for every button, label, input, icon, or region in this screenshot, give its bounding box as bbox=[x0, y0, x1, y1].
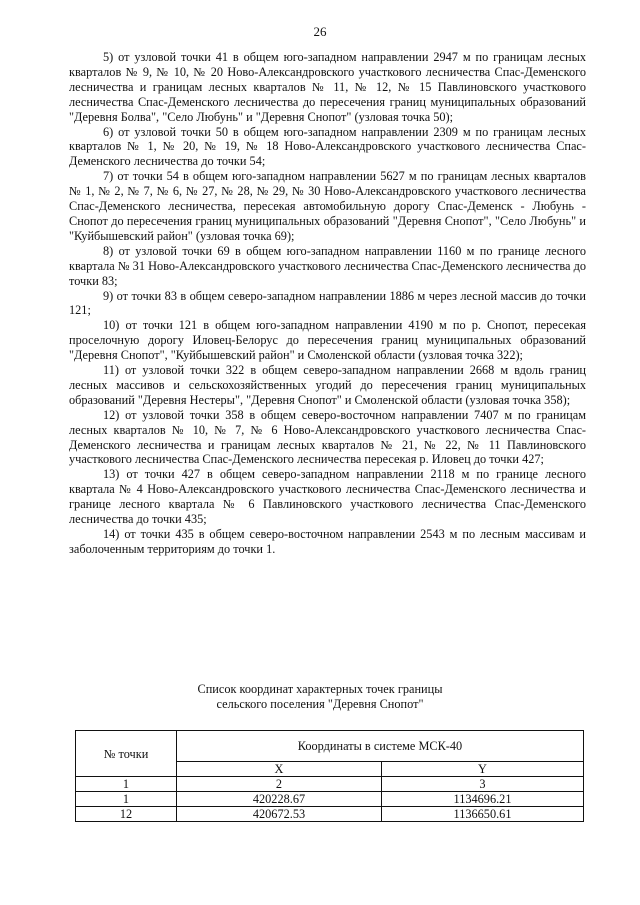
index-cell: 2 bbox=[177, 777, 382, 792]
header-y: Y bbox=[382, 762, 584, 777]
paragraph-11: 11) от узловой точки 322 в общем северо-западном направлении 2668 м вдоль границ лесных массивов и сельскохозяйственных угодий до пересечения границ муниципальных образований "Деревня Нестеры", "Деревня Снопот" и Смоленской области (узловая точка 358); bbox=[69, 363, 586, 407]
table-row bbox=[76, 792, 584, 807]
boundary-description bbox=[69, 50, 586, 557]
table-index-row bbox=[76, 777, 584, 792]
y-coordinate-cell: 1136650.61 bbox=[382, 807, 584, 822]
table-row bbox=[76, 807, 584, 822]
paragraph-6: 6) от узловой точки 50 в общем юго-западном направлении 2309 м по границам лесных кварталов № 1, № 20, № 19, № 18 Ново-Александровского участкового лесничества Спас-Деменского лесничества до точки 54; bbox=[69, 124, 586, 169]
x-coordinate-cell: 420672.53 bbox=[177, 807, 382, 822]
paragraph-9: 9) от точки 83 в общем северо-западном направлении 1886 м через лесной массив до точки 121; bbox=[69, 288, 586, 318]
page-number: 26 bbox=[313, 24, 327, 39]
index-cell: 3 bbox=[382, 777, 584, 792]
table-header-row bbox=[76, 731, 584, 762]
caption-line-2: сельского поселения "Деревня Снопот" bbox=[216, 697, 424, 711]
coordinates-table bbox=[75, 730, 584, 822]
point-number-cell: 1 bbox=[76, 792, 177, 807]
x-coordinate-cell: 420228.67 bbox=[177, 792, 382, 807]
index-cell: 1 bbox=[76, 777, 177, 792]
paragraph-8: 8) от узловой точки 69 в общем юго-западном направлении 1160 м по границе лесного квартала № 31 Ново-Александровского участкового лесничества Спас-Деменского лесничества до точки 83; bbox=[69, 243, 586, 288]
y-coordinate-cell: 1134696.21 bbox=[382, 792, 584, 807]
paragraph-14: 14) от точки 435 в общем северо-восточном направлении 2543 м по лесным массивам и заболоченным территориям до точки 1. bbox=[69, 527, 586, 556]
table-caption bbox=[0, 682, 640, 712]
paragraph-7: 7) от точки 54 в общем юго-западном направлении 5627 м по границам лесных кварталов № 1, № 2, № 7, № 6, № 27, № 28, № 29, № 30 Ново-Александровского участкового лесничества Спас-Деменского лесничества, пересекая автомобильную дорогу Спас-Деменск - Любунь - Снопот до пересечения границ муниципальных образований "Деревня Снопот", "Село Любунь" и "Куйбышевский район" (узловая точка 69); bbox=[69, 169, 586, 243]
paragraph-10: 10) от точки 121 в общем юго-западном направлении 4190 м по р. Снопот, пересекая проселочную дорогу Иловец-Белорус до пересечения границ муниципальных образований "Деревня Снопот", "Куйбышевский район" и Смоленской области (узловая точка 322); bbox=[69, 318, 586, 363]
header-coordinate-system: Координаты в системе МСК-40 bbox=[177, 731, 584, 762]
caption-line-1: Список координат характерных точек границы bbox=[197, 682, 443, 696]
paragraph-5: 5) от узловой точки 41 в общем юго-западном направлении 2947 м по границам лесных кварталов № 9, № 10, № 20 Ново-Александровского участкового лесничества Спас-Деменского лесничества и границам лесных кварталов № 11, № 12, № 15 Павлиновского участкового лесничества Спас-Деменского лесничества до пересечения границ муниципальных образований "Деревня Болва", "Село Любунь" и "Деревня Снопот" (узловая точка 50); bbox=[69, 50, 586, 124]
header-x: X bbox=[177, 762, 382, 777]
point-number-cell: 12 bbox=[76, 807, 177, 822]
header-point-number: № точки bbox=[76, 731, 177, 777]
paragraph-13: 13) от точки 427 в общем северо-западном направлении 2118 м по границе лесного квартала № 4 Ново-Александровского участкового лесничества Спас-Деменского лесничества и границе лесного квартала № 6 Павлиновского участкового лесничества Спас-Деменского лесничества до точки 435; bbox=[69, 467, 586, 527]
paragraph-12: 12) от узловой точки 358 в общем северо-восточном направлении 7407 м по границам лесных кварталов № 10, № 7, № 6 Ново-Александровского участкового лесничества Спас-Деменского лесничества и границам лесных кварталов № 21, № 22, № 11 Павлиновского участкового лесничества Спас-Деменского лесничества пересекая р. Иловец до точки 427; bbox=[69, 407, 586, 467]
